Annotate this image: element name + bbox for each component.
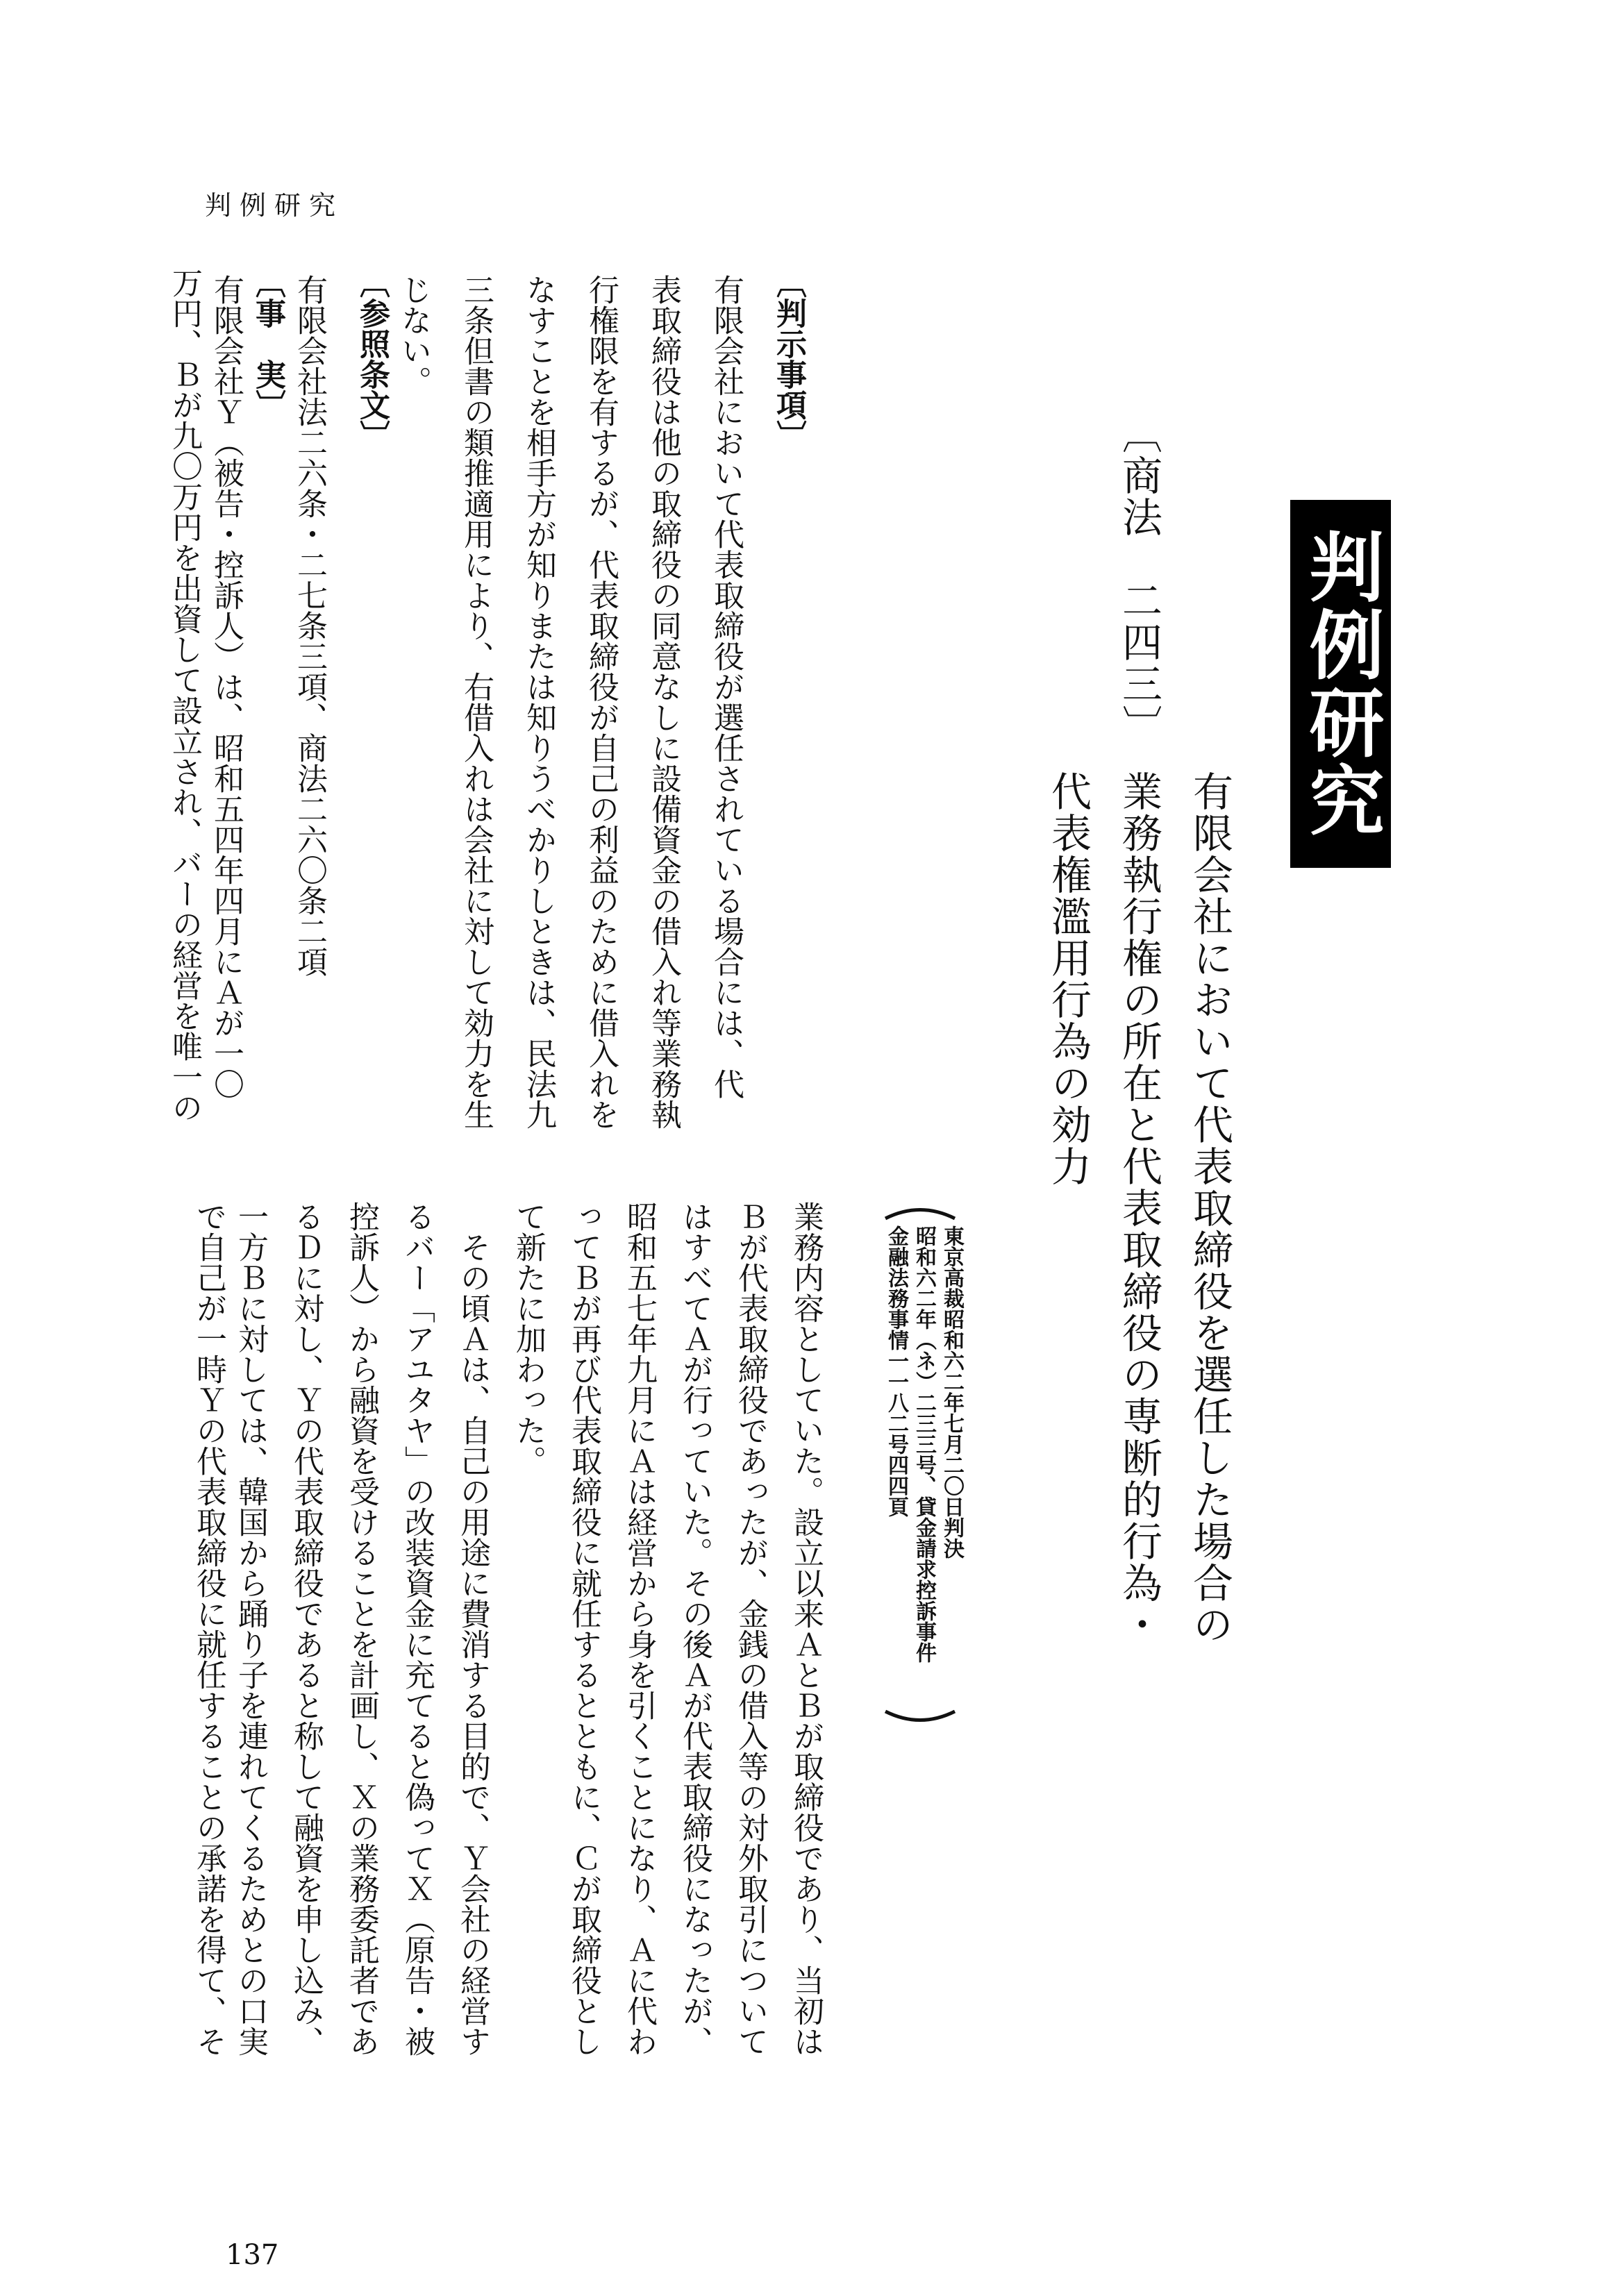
text-column: 有限会社法二六条・二七条三項、商法二六〇条二項 (292, 274, 327, 977)
text-column: ってＢが再び代表取締役に就任するとともに、Ｃが取締役とし (566, 1201, 601, 2056)
citation-line-2: 昭和六二年（ネ）二三三号、貸金請求控訴事件 (912, 1225, 936, 1663)
citation-bracket (871, 1198, 969, 1732)
text-column: 行権限を有するが、代表取締役が自己の利益のために借入れを (583, 274, 619, 1130)
text-column: るバー「アユタヤ」の改装資金に充てると偽ってＸ（原告・被 (399, 1201, 435, 2056)
title-block: 判例研究 (1290, 500, 1391, 868)
text-column: 控訴人）から融資を受けることを計画し、Ｘの業務委託者であ (344, 1201, 379, 2056)
text-column: 三条但書の類推適用により、右借入れは会社に対して効力を生 (458, 274, 494, 1130)
section-label-facts: 〔事 実〕 (250, 267, 285, 420)
text-column: で自己が一時Ｙの代表取締役に就任することの承諾を得て、そ (191, 1201, 226, 2056)
upper-body (167, 267, 819, 1135)
running-head: 判例研究 (205, 190, 344, 221)
heading-line-1: 有限会社において代表取締役を選任した場合の (1186, 771, 1233, 1645)
text-column: 業務内容としていた。設立以来ＡとＢが取締役であり、当初は (788, 1201, 824, 2056)
text-column: その頃Ａは、自己の用途に費消する目的で、Ｙ会社の経営す (455, 1232, 490, 2056)
page-number: 137 (226, 2239, 279, 2271)
text-column: Ｂが代表取締役であったが、金銭の借入等の対外取引について (733, 1201, 768, 2056)
text-column: 一方Ｂに対しては、韓国から踊り子を連れてくるためとの口実 (233, 1201, 268, 2056)
citation-line-1: 東京高裁昭和六二年七月二〇日判決 (940, 1225, 964, 1559)
text-column: 有限会社Ｙ（被告・控訴人）は、昭和五四年四月にＡが一〇 (208, 274, 244, 1099)
text-column: 昭和五七年九月にＡは経営から身を引くことになり、Ａに代わ (622, 1201, 657, 2056)
section-label-holding: 〔判示事項〕 (771, 267, 806, 451)
heading-line-3: 代表権濫用行為の効力 (1044, 771, 1092, 1187)
text-column: じない。 (396, 274, 431, 396)
text-column: て新たに加わった。 (510, 1201, 546, 1476)
heading-line-2: 業務執行権の所在と代表取締役の専断的行為・ (1115, 771, 1162, 1645)
text-column: なすことを相手方が知りまたは知りうべかりしときは、民法九 (521, 274, 556, 1130)
lower-body (191, 1201, 837, 2194)
text-column: はすべてＡが行っていた。その後Ａが代表取締役になったが、 (677, 1201, 712, 2056)
text-column: 有限会社において代表取締役が選任されている場合には、代 (708, 274, 744, 1099)
text-column: 万円、Ｂが九〇万円を出資して設立され、バーの経営を唯一の (167, 267, 202, 1123)
text-column: るＤに対し、Ｙの代表取締役であると称して融資を申し込み、 (288, 1201, 324, 2056)
case-citation (871, 1198, 969, 1732)
citation-line-3: 金融法務事情一一八二号四四頁 (884, 1225, 908, 1517)
text-column: 表取締役は他の取締役の同意なしに設備資金の借入れ等業務執 (646, 274, 681, 1130)
section-label-references: 〔参照条文〕 (354, 267, 390, 451)
statute-reference: 〔商法 二四三〕 (1115, 413, 1162, 746)
